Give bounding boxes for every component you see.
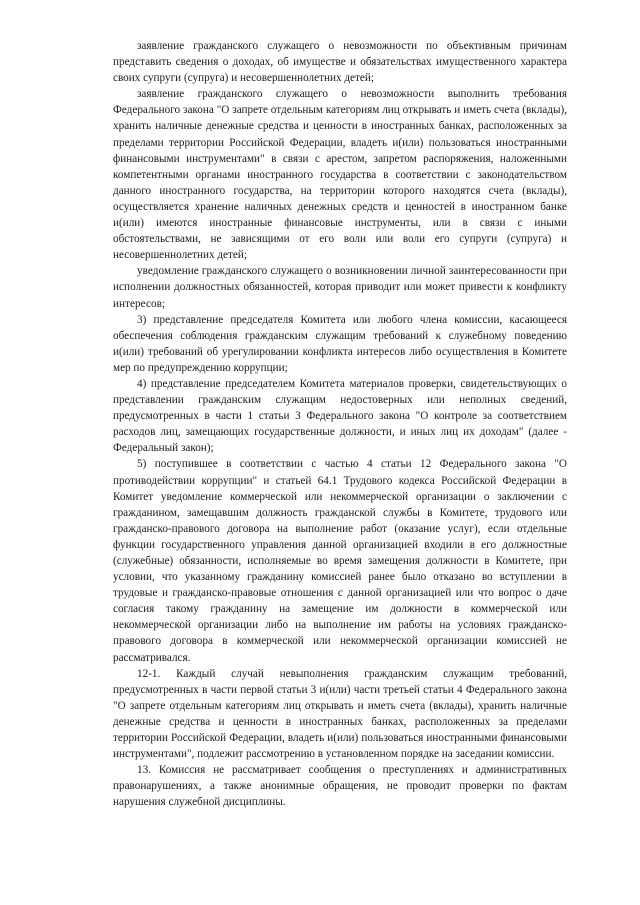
paragraph-statement-foreign-accounts: заявление гражданского служащего о невозможности выполнить требования Федерального закона "О запрете отдельным категориям лиц открывать и иметь счета (вклады), хранить наличные денежные средства и ценности в иностранных банках, расположенных за пределами территории Российской Федерации, владеть и(или) пользоваться иностранными финансовыми инструментами" в связи с арестом, запретом распоряжения, наложенными компетентными органами иностранного государства в соответствии с законодательством данного иностранного государства, на территории которого находятся счета (вклады), осуществляется хранение наличных денежных средств и ценностей в иностранном банке и(или) имеются иностранные финансовые инструменты, или в связи с иными обстоятельствами, не зависящими от его воли или воли его супруги (супруга) и несовершеннолетних детей; [113, 88, 567, 262]
paragraph-statement-income-info: заявление гражданского служащего о невозможности по объективным причинам представить сведения о доходах, об имуществе и обязательствах имущественного характера своих супруги (супруга) и несовершеннолетних детей; [113, 40, 567, 85]
paragraph-13: 13. Комиссия не рассматривает сообщения о преступлениях и административных правонарушениях, а также анонимные обращения, не проводит проверки по фактам нарушения служебной дисциплины. [113, 764, 567, 809]
paragraph-conflict-notice: уведомление гражданского служащего о возникновении личной заинтересованности при исполнении должностных обязанностей, которая приводит или может привести к конфликту интересов; [113, 265, 567, 310]
paragraph-item-3: 3) представление председателя Комитета или любого члена комиссии, касающееся обеспечения соблюдения гражданским служащим требований к служебному поведению и(или) требований об урегулировании конфликта интересов либо осуществления в Комитете мер по предупреждению коррупции; [113, 313, 567, 374]
document-body [113, 38, 567, 811]
paragraph-item-4: 4) представление председателем Комитета материалов проверки, свидетельствующих о представлении гражданским служащим недостоверных или неполных сведений, предусмотренных в части 1 статьи 3 Федерального закона "О контроле за соответствием расходов лиц, замещающих государственные должности, и иных лиц их доходам" (далее - Федеральный закон); [113, 377, 567, 455]
paragraph-12-1: 12-1. Каждый случай невыполнения гражданским служащим требований, предусмотренных в части первой статьи 3 и(или) части третьей статьи 4 Федерального закона "О запрете отдельным категориям лиц открывать и иметь счета (вклады), хранить наличные денежные средства и ценности в иностранных банках, расположенных за пределами территории Российской Федерации, владеть и(или) пользоваться иностранными финансовыми инструментами", подлежит рассмотрению в установленном порядке на заседании комиссии. [113, 667, 567, 761]
paragraph-item-5: 5) поступившее в соответствии с частью 4 статьи 12 Федерального закона "О противодействии коррупции" и статьей 64.1 Трудового кодекса Российской Федерации в Комитет уведомление коммерческой или некоммерческой организации о заключении с гражданином, замещавшим должность гражданской службы в Комитете, трудового или гражданско-правового договора на выполнение работ (оказание услуг), если отдельные функции государственного управления данной организацией входили в его должностные (служебные) обязанности, исполняемые во время замещения должности в Комитете, при условии, что указанному гражданину комиссией ранее было отказано во вступлении в трудовые и гражданско-правовые отношения с данной организацией или что вопрос о даче согласия такому гражданину на замещение им должности в коммерческой или некоммерческой организации либо на выполнение им работы на условиях гражданско-правового договора в коммерческой или некоммерческой организации комиссией не рассматривался. [113, 458, 567, 664]
